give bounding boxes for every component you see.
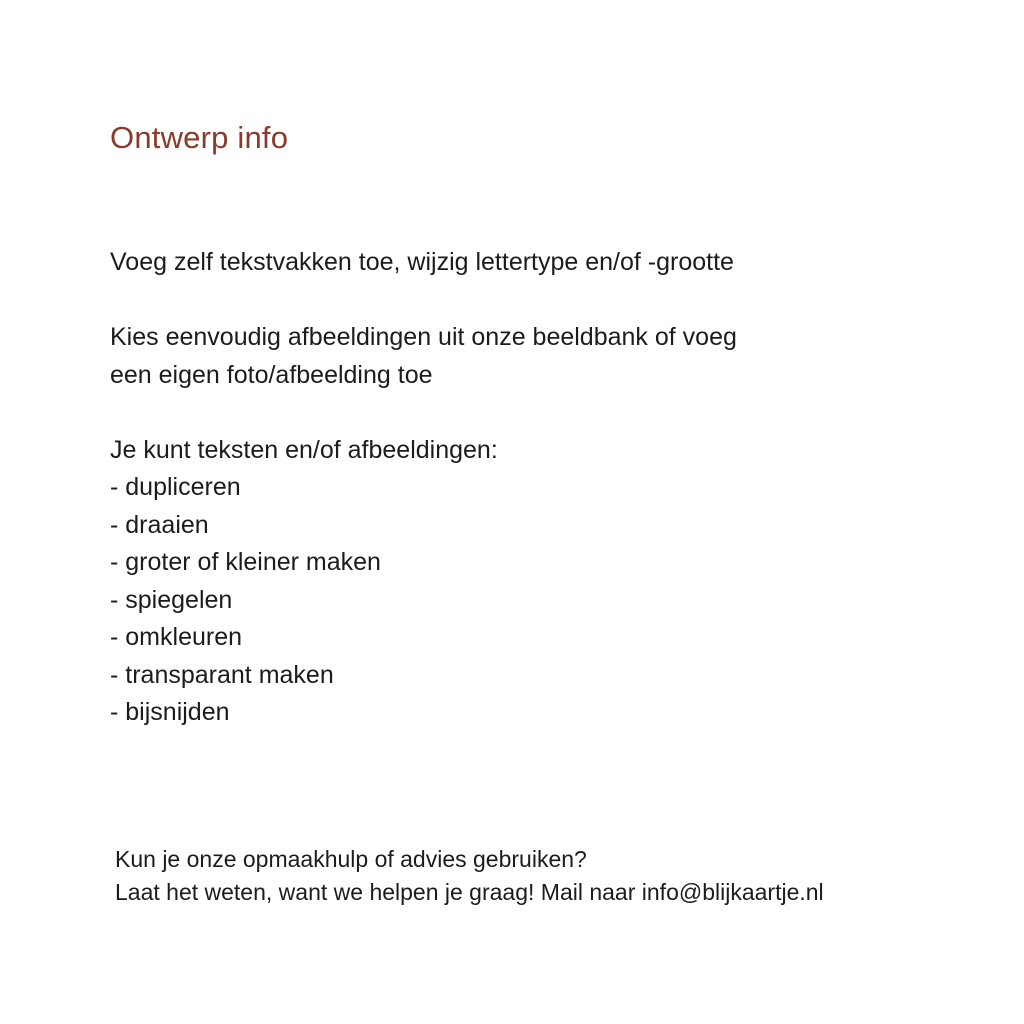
list-item: - omkleuren [110, 619, 830, 657]
list-item: - transparant maken [110, 657, 830, 695]
footer-contact: Laat het weten, want we helpen je graag! Mail naar info@blijkaartje.nl [115, 879, 824, 905]
footer-question: Kun je onze opmaakhulp of advies gebruiken? [115, 846, 587, 872]
page-title: Ontwerp info [110, 120, 289, 155]
feature-list [110, 469, 830, 732]
spacer [110, 282, 830, 320]
instructions-block [110, 244, 830, 732]
images-text-line-2: een eigen foto/afbeelding toe [110, 360, 433, 389]
list-item: - bijsnijden [110, 694, 830, 732]
spacer [110, 394, 830, 432]
list-item: - groter of kleiner maken [110, 544, 830, 582]
intro-text: Voeg zelf tekstvakken toe, wijzig lettertype en/of -grootte [110, 248, 734, 276]
list-item: - spiegelen [110, 582, 830, 620]
images-text-line-1: Kies eenvoudig afbeeldingen uit onze beeldbank of voeg [110, 323, 737, 351]
list-heading: Je kunt teksten en/of afbeeldingen: [110, 435, 498, 464]
contact-footer [115, 843, 975, 909]
list-item: - dupliceren [110, 469, 830, 507]
list-item: - draaien [110, 507, 830, 545]
